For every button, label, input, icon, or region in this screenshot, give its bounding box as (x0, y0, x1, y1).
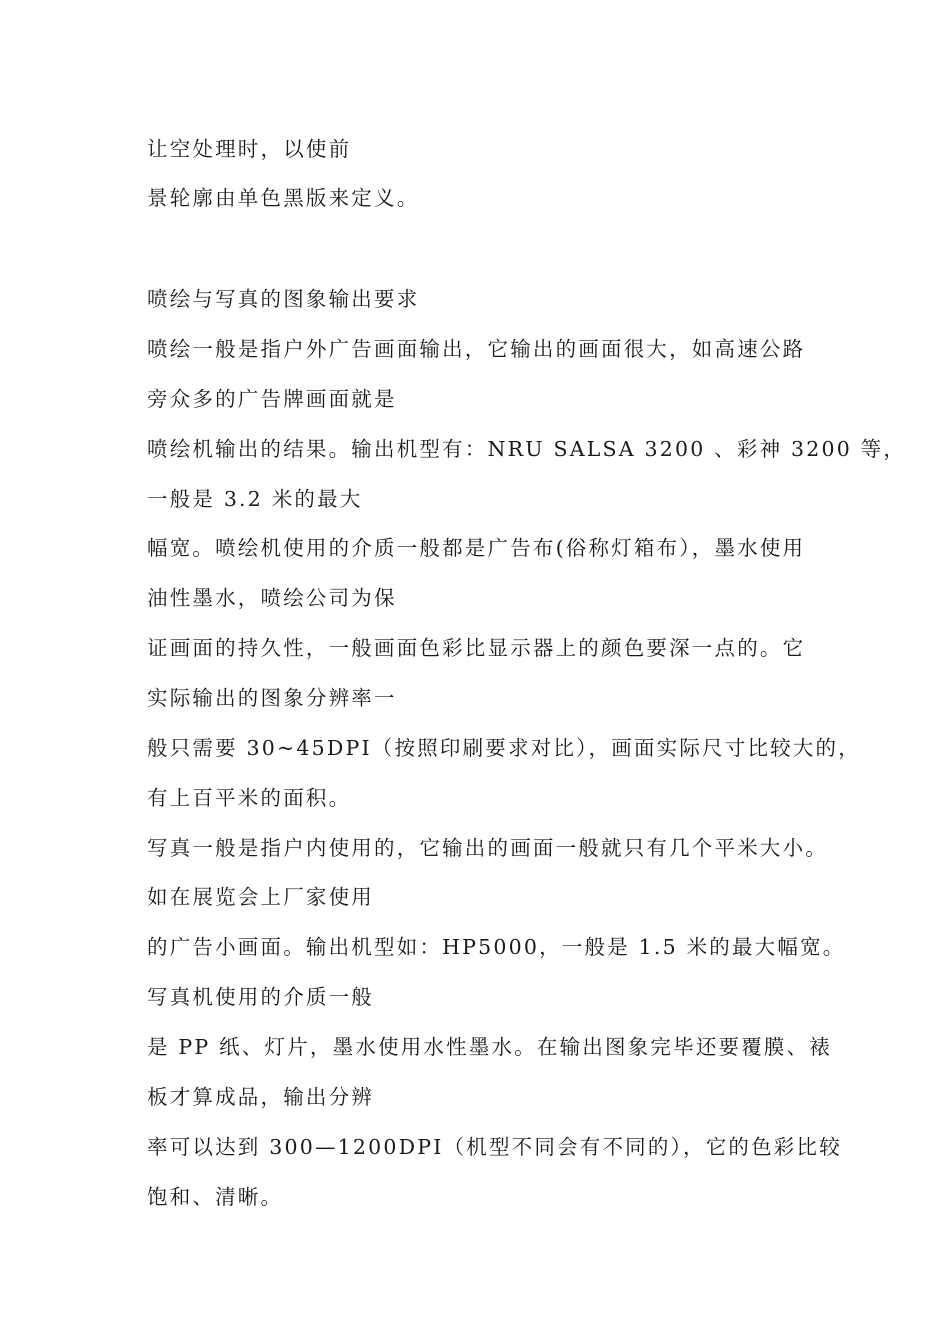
text-line: 般只需要 30~45DPI（按照印刷要求对比），画面实际尺寸比较大的， (147, 736, 861, 760)
text-line: 实际输出的图象分辨率一 (147, 686, 397, 710)
text-line: 景轮廓由单色黑版来定义。 (147, 186, 420, 210)
text-line: 证画面的持久性，一般画面色彩比显示器上的颜色要深一点的。它 (147, 636, 806, 660)
text-line: 板才算成品，输出分辨 (147, 1085, 374, 1109)
text-line: 一般是 3.2 米的最大 (147, 487, 363, 511)
text-line: 率可以达到 300—1200DPI（机型不同会有不同的），它的色彩比较 (147, 1135, 842, 1159)
text-line: 如在展览会上厂家使用 (147, 885, 374, 909)
text-line: 饱和、清晰。 (147, 1185, 284, 1209)
text-line: 让空处理时，以使前 (147, 137, 352, 161)
text-line: 写真机使用的介质一般 (147, 985, 374, 1009)
text-line: 写真一般是指户内使用的，它输出的画面一般就只有几个平米大小。 (147, 836, 828, 860)
text-line: 油性墨水，喷绘公司为保 (147, 586, 397, 610)
text-line: 是 PP 纸、灯片，墨水使用水性墨水。在输出图象完毕还要覆膜、裱 (147, 1035, 833, 1059)
text-line: 有上百平米的面积。 (147, 786, 352, 810)
text-line: 旁众多的广告牌画面就是 (147, 387, 397, 411)
section-heading: 喷绘与写真的图象输出要求 (147, 287, 420, 311)
text-line: 喷绘一般是指户外广告画面输出，它输出的画面很大，如高速公路 (147, 337, 806, 361)
text-line: 幅宽。喷绘机使用的介质一般都是广告布(俗称灯箱布），墨水使用 (147, 536, 806, 560)
text-line: 喷绘机输出的结果。输出机型有：NRU SALSA 3200 、彩神 3200 等， (147, 437, 907, 461)
text-line: 的广告小画面。输出机型如：HP5000，一般是 1.5 米的最大幅宽。 (147, 935, 846, 959)
